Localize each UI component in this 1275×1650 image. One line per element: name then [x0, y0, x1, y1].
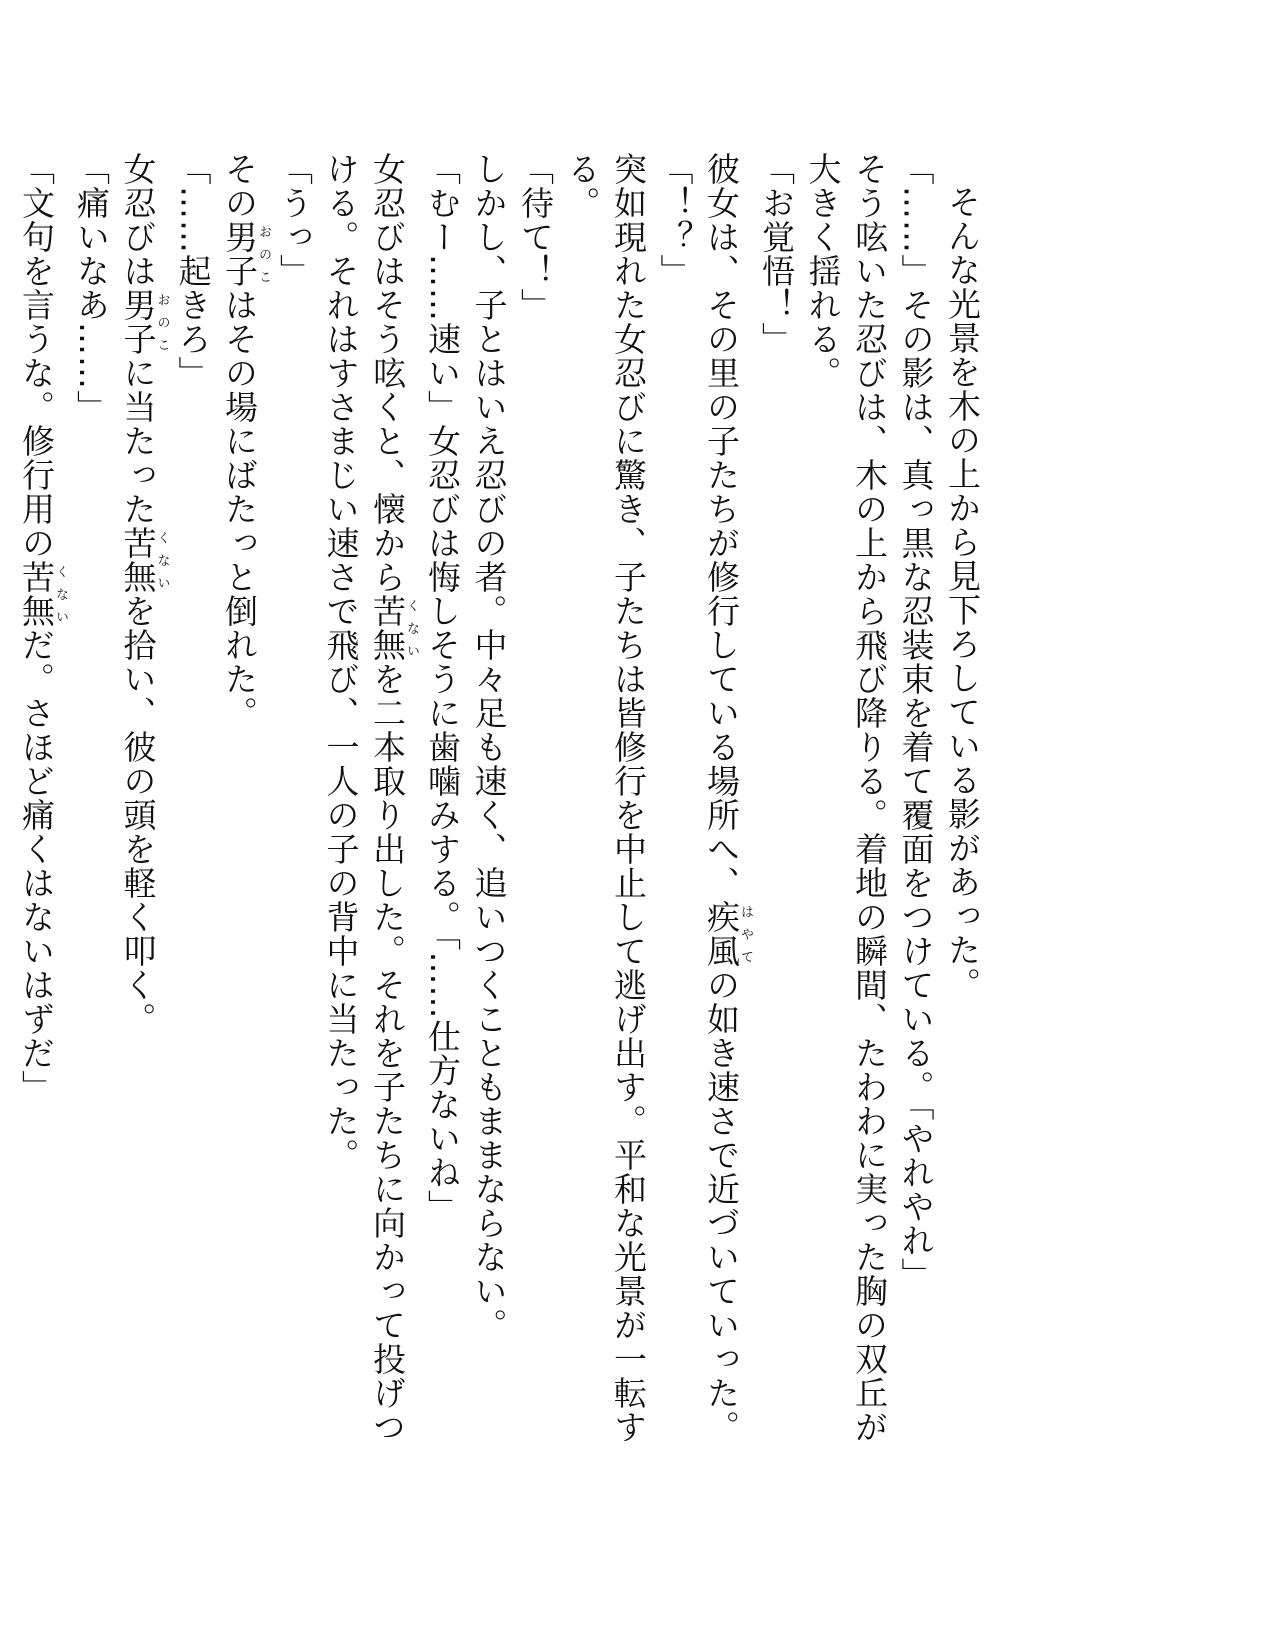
text-run: そんな光景を木の上から見下ろしている影があった。 — [943, 185, 982, 1001]
text-run: の如き速さで近づいていった。 — [702, 968, 741, 1444]
ruby-base: 苦無 — [17, 560, 56, 628]
ruby-word — [368, 594, 419, 662]
text-run: はその場にばたっと倒れた。 — [220, 288, 259, 730]
text-run: 「むー……速い」女忍びは悔しそうに歯噛みする。「……仕方ないね」 — [423, 152, 462, 1224]
text-run: 女忍びはそう呟くと、懐から — [368, 152, 407, 594]
text-run: 「……」その影は、真っ黒な忍装束を着て覆面をつけている。「やれやれ」 — [896, 152, 936, 1292]
text-run: 彼女は、その里の子たちが修行している場所へ、 — [702, 152, 741, 900]
ruby-base: 疾風 — [702, 900, 741, 968]
text-run: だ。さほど痛くはないはずだ」 — [17, 628, 56, 1104]
text-run: 「お覚悟！」 — [757, 152, 796, 356]
text-line — [558, 152, 651, 1452]
furigana: くない — [53, 560, 68, 628]
ruby-word — [220, 220, 271, 288]
ruby-base: 男子 — [118, 288, 158, 356]
text-run: を二本取り出した。それを子たちに向かって投げつける。それはすさまじい速さで飛び、一人の子の背中に当たった。 — [321, 152, 407, 1444]
text-line — [651, 152, 698, 1452]
text-run: 突如現れた女忍びに驚き、子たちは皆修行を中止して逃げ出す。平和な光景が一転する。 — [562, 152, 648, 1444]
text-run: 「……起きろ」 — [173, 152, 213, 390]
ruby-word — [17, 560, 68, 628]
ruby-word — [118, 288, 170, 356]
text-run: 女忍びは — [118, 152, 158, 288]
text-line — [169, 152, 216, 1452]
ruby-base: 苦無 — [118, 526, 158, 594]
text-line — [939, 152, 986, 1452]
text-run: に当たった — [118, 356, 158, 526]
furigana: おのこ — [154, 288, 170, 356]
ruby-base: 男子 — [220, 220, 259, 288]
text-line — [698, 152, 753, 1452]
text-line — [465, 152, 512, 1452]
ruby-word — [702, 900, 753, 968]
furigana: おのこ — [256, 220, 271, 288]
text-run: そう呟いた忍びは、木の上から飛び降りる。着地の瞬間、たわわに実った胸の双丘が大きく揺れる。 — [803, 152, 889, 1444]
furigana: くない — [154, 526, 170, 594]
text-line — [753, 152, 800, 1452]
ruby-word — [118, 526, 170, 594]
text-run: 「待て！」 — [516, 152, 555, 322]
text-run: 「うっ」 — [275, 152, 314, 288]
text-line — [13, 152, 68, 1452]
text-run: 「痛いなあ……」 — [72, 152, 111, 424]
text-line — [317, 152, 419, 1452]
text-line — [271, 152, 318, 1452]
furigana: はやて — [738, 900, 753, 968]
text-run: その — [220, 152, 259, 220]
text-run: 「！？」 — [655, 152, 695, 288]
text-line — [892, 152, 939, 1452]
text-run: 「文句を言うな。修行用の — [17, 152, 56, 560]
furigana: くない — [404, 594, 419, 662]
text-line — [419, 152, 466, 1452]
vertical-text-body — [13, 152, 986, 1452]
text-line — [216, 152, 271, 1452]
text-line — [114, 152, 169, 1452]
text-line — [68, 152, 115, 1452]
text-run: しかし、子とはいえ忍びの者。中々足も速く、追いつくこともままならない。 — [469, 152, 509, 1342]
ruby-base: 苦無 — [368, 594, 407, 662]
text-line — [512, 152, 559, 1452]
text-run: を拾い、彼の頭を軽く叩く。 — [118, 594, 158, 1036]
text-line — [799, 152, 892, 1452]
